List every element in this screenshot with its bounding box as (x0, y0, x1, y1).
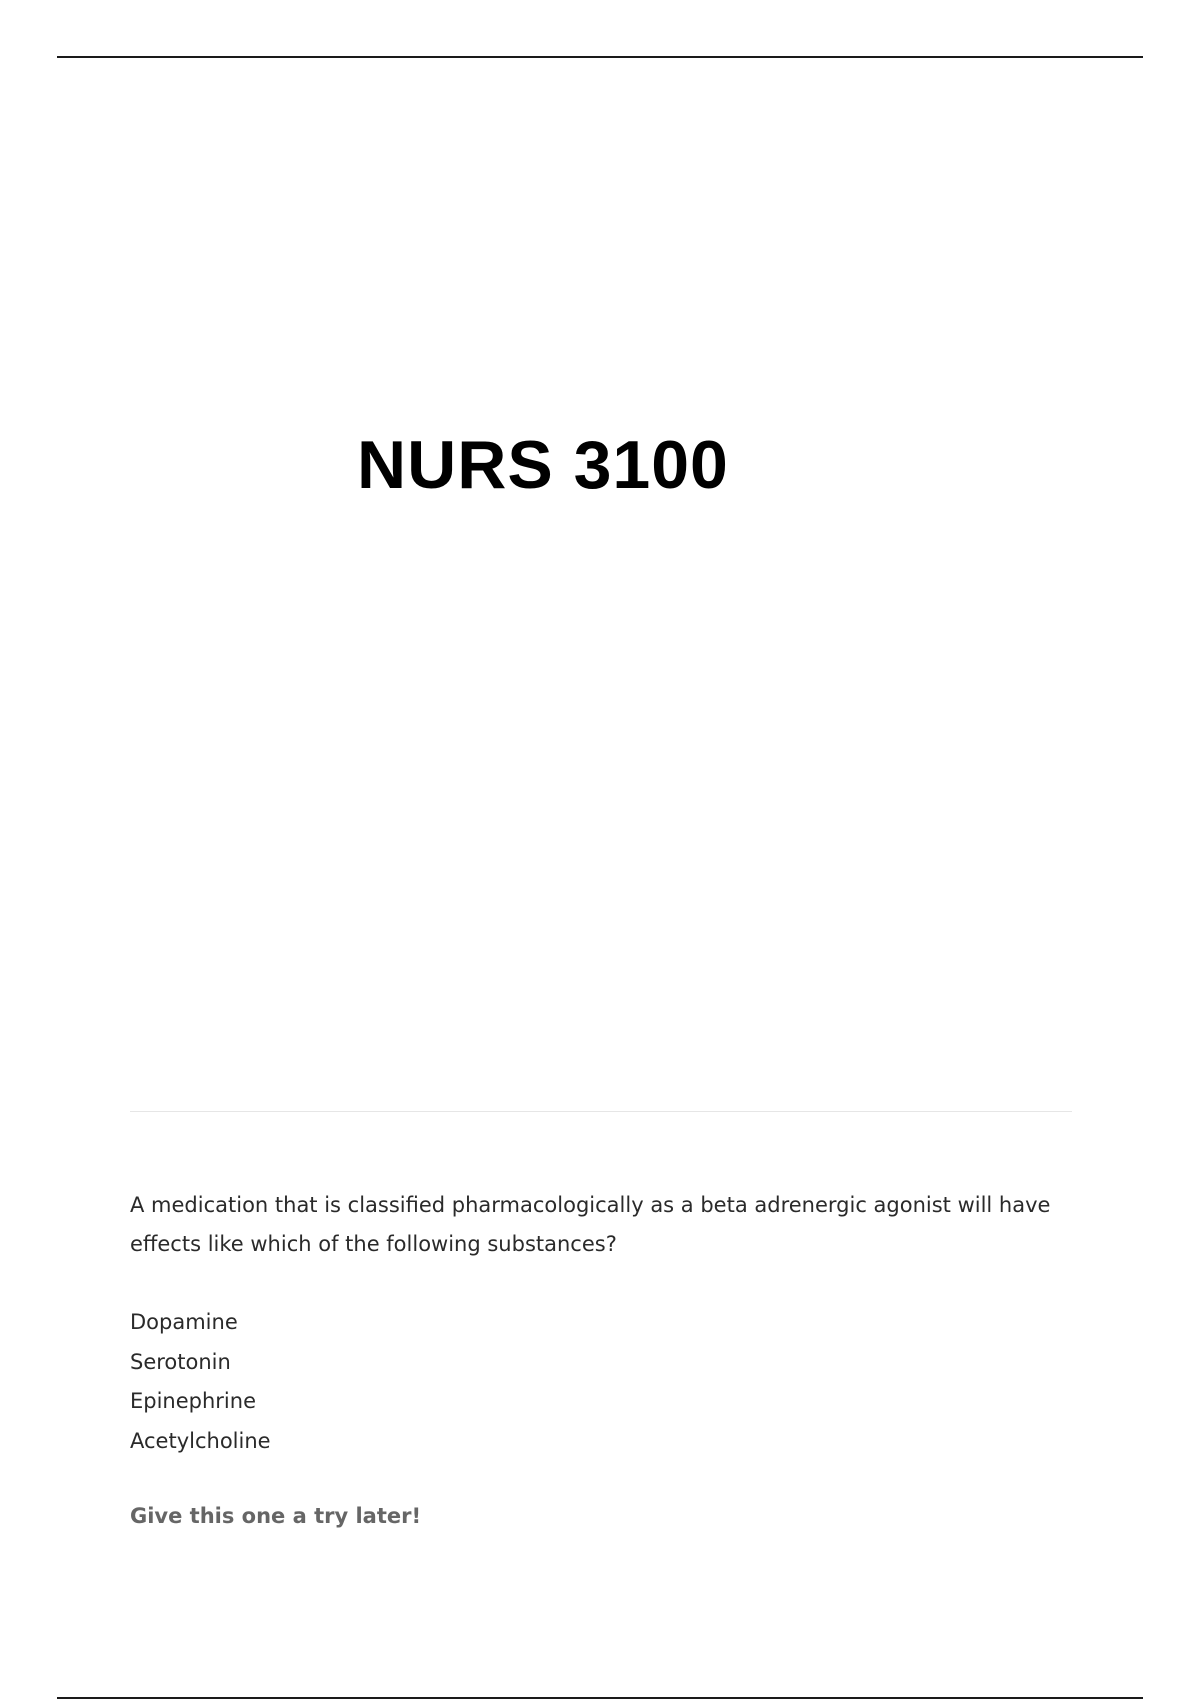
answer-option[interactable]: Dopamine (130, 1310, 238, 1334)
answer-option[interactable]: Serotonin (130, 1349, 231, 1374)
document-title: NURS 3100 (357, 427, 729, 503)
question-prompt: A medication that is classified pharmacologically as a beta adrenergic agonist will have effects like which of the following substances? (130, 1193, 1051, 1256)
top-rule (57, 56, 1143, 58)
answer-option[interactable]: Epinephrine (130, 1389, 256, 1413)
section-divider (130, 1111, 1072, 1112)
bottom-rule (57, 1697, 1143, 1699)
answer-options (130, 1303, 271, 1461)
answer-option[interactable]: Acetylcholine (130, 1428, 271, 1453)
try-later-hint: Give this one a try later! (130, 1504, 422, 1528)
